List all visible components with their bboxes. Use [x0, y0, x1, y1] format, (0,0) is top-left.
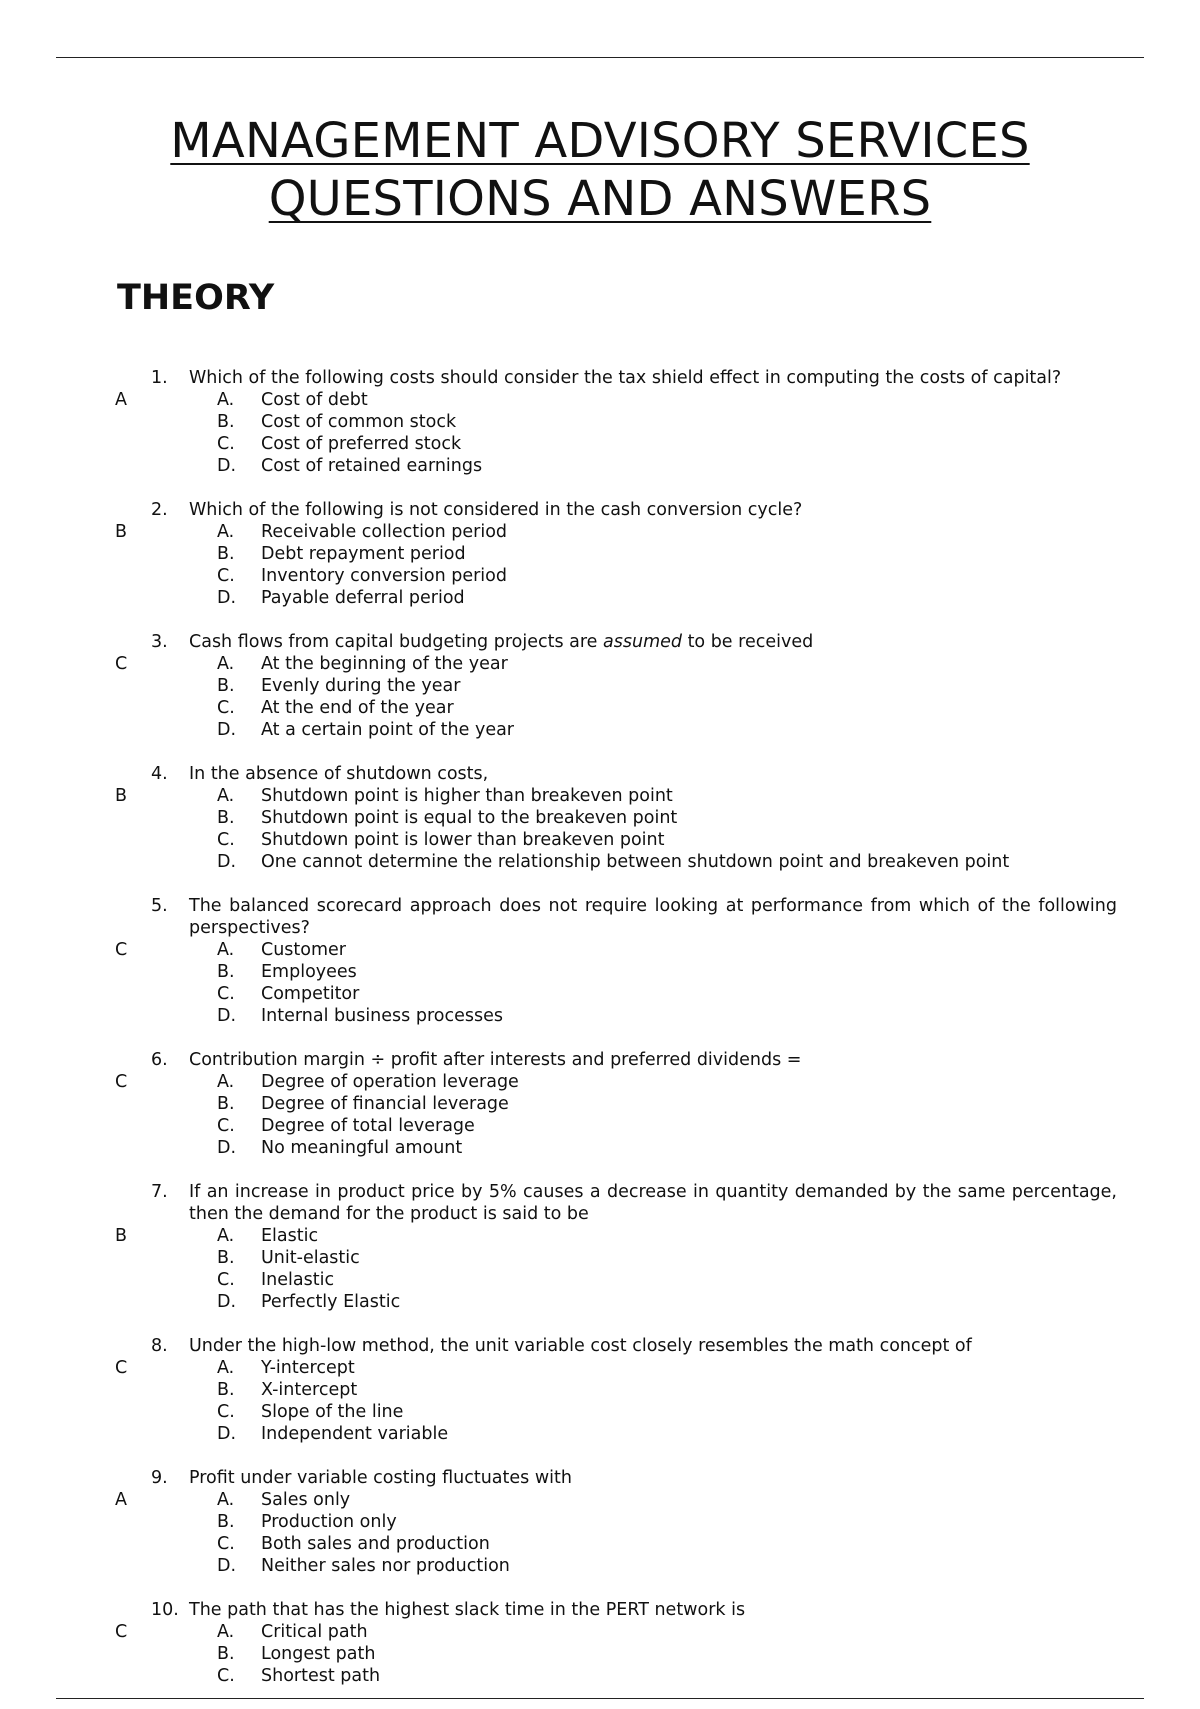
question-stem	[151, 1181, 1117, 1225]
option-text: Shutdown point is equal to the breakeven point	[261, 808, 678, 828]
option-text: Y-intercept	[261, 1358, 355, 1378]
option-b	[217, 961, 1200, 983]
option-list	[0, 521, 1200, 609]
question-stem	[151, 1049, 1117, 1071]
question-text: Contribution margin ÷ profit after interests and preferred dividends =	[189, 1050, 802, 1070]
question-6	[0, 1049, 1200, 1159]
option-text: Longest path	[261, 1644, 376, 1664]
question-text: Under the high-low method, the unit variable cost closely resembles the math concept of	[189, 1336, 972, 1356]
option-a	[217, 653, 1200, 675]
question-number: 1.	[151, 368, 168, 388]
option-letter: B.	[217, 1248, 235, 1268]
option-c	[217, 565, 1200, 587]
option-b	[217, 1511, 1200, 1533]
title-line-2: QUESTIONS AND ANSWERS	[268, 171, 932, 227]
option-b	[217, 411, 1200, 433]
option-letter: D.	[217, 588, 237, 608]
option-letter: B.	[217, 676, 235, 696]
option-letter: D.	[217, 1138, 237, 1158]
question-3	[0, 631, 1200, 741]
question-text: The path that has the highest slack time in the PERT network is	[189, 1600, 746, 1620]
question-text: Which of the following costs should consider the tax shield effect in computing the costs of capital?	[189, 368, 1062, 388]
option-text: Employees	[261, 962, 357, 982]
question-number: 4.	[151, 764, 168, 784]
option-c	[217, 1115, 1200, 1137]
option-a	[217, 939, 1200, 961]
question-7	[0, 1181, 1200, 1313]
answer-key: C	[115, 1358, 128, 1378]
option-letter: B.	[217, 544, 235, 564]
option-letter: D.	[217, 852, 237, 872]
option-c	[217, 829, 1200, 851]
question-number: 8.	[151, 1336, 168, 1356]
question-stem	[151, 1599, 1117, 1621]
answer-key: A	[115, 1490, 127, 1510]
option-letter: C.	[217, 1402, 235, 1422]
option-a	[217, 1357, 1200, 1379]
option-text: Shutdown point is higher than breakeven point	[261, 786, 673, 806]
option-d	[217, 1291, 1200, 1313]
option-list	[0, 389, 1200, 477]
answer-key: C	[115, 654, 128, 674]
option-text: Both sales and production	[261, 1534, 490, 1554]
option-c	[217, 1401, 1200, 1423]
option-letter: D.	[217, 1556, 237, 1576]
question-2	[0, 499, 1200, 609]
bottom-rule	[56, 1698, 1144, 1699]
option-a	[217, 785, 1200, 807]
option-text: Slope of the line	[261, 1402, 404, 1422]
question-text: Profit under variable costing fluctuates with	[189, 1468, 572, 1488]
option-a	[217, 1489, 1200, 1511]
question-list	[0, 367, 1200, 1709]
option-text: Inelastic	[261, 1270, 335, 1290]
option-text: Customer	[261, 940, 347, 960]
option-list	[0, 653, 1200, 741]
option-list	[0, 1071, 1200, 1159]
option-d	[217, 719, 1200, 741]
option-letter: B.	[217, 1094, 235, 1114]
question-stem	[151, 367, 1117, 389]
option-letter: D.	[217, 1292, 237, 1312]
option-b	[217, 1093, 1200, 1115]
question-number: 10.	[151, 1600, 179, 1620]
option-letter: C.	[217, 566, 235, 586]
option-text: Neither sales nor production	[261, 1556, 510, 1576]
option-letter: C.	[217, 1116, 235, 1136]
option-letter: A.	[217, 786, 235, 806]
option-letter: A.	[217, 1490, 235, 1510]
option-text: Independent variable	[261, 1424, 449, 1444]
option-text: Shutdown point is lower than breakeven point	[261, 830, 665, 850]
option-list	[0, 1225, 1200, 1313]
option-text: Production only	[261, 1512, 397, 1532]
option-text: Critical path	[261, 1622, 368, 1642]
option-letter: D.	[217, 1006, 237, 1026]
question-text-before: Cash flows from capital budgeting projects are	[189, 632, 604, 652]
question-stem	[151, 499, 1117, 521]
option-d	[217, 587, 1200, 609]
option-list	[0, 1621, 1200, 1687]
answer-key: B	[115, 1226, 128, 1246]
option-d	[217, 1555, 1200, 1577]
question-1	[0, 367, 1200, 477]
option-a	[217, 1071, 1200, 1093]
option-text: Degree of total leverage	[261, 1116, 475, 1136]
option-text: Sales only	[261, 1490, 351, 1510]
option-letter: B.	[217, 412, 235, 432]
option-letter: B.	[217, 962, 235, 982]
question-number: 5.	[151, 896, 168, 916]
option-b	[217, 1643, 1200, 1665]
option-text: At the end of the year	[261, 698, 454, 718]
question-text: The balanced scorecard approach does not require looking at performance from which of the following perspectives?	[189, 896, 1117, 938]
option-a	[217, 1621, 1200, 1643]
option-letter: C.	[217, 984, 235, 1004]
option-c	[217, 1533, 1200, 1555]
option-letter: A.	[217, 1226, 235, 1246]
question-10	[0, 1599, 1200, 1687]
option-text: Competitor	[261, 984, 360, 1004]
option-letter: A.	[217, 1358, 235, 1378]
question-number: 2.	[151, 500, 168, 520]
answer-key: C	[115, 1622, 128, 1642]
option-text: Degree of financial leverage	[261, 1094, 509, 1114]
question-number: 3.	[151, 632, 168, 652]
top-rule	[56, 57, 1144, 58]
answer-key: B	[115, 786, 128, 806]
option-d	[217, 1423, 1200, 1445]
option-text: Elastic	[261, 1226, 319, 1246]
option-letter: B.	[217, 808, 235, 828]
question-stem	[151, 895, 1117, 939]
option-b	[217, 675, 1200, 697]
option-text: X-intercept	[261, 1380, 358, 1400]
option-text: Inventory conversion period	[261, 566, 507, 586]
option-c	[217, 433, 1200, 455]
option-text: Perfectly Elastic	[261, 1292, 401, 1312]
option-b	[217, 1379, 1200, 1401]
option-letter: C.	[217, 1666, 235, 1686]
option-letter: D.	[217, 720, 237, 740]
option-text: Internal business processes	[261, 1006, 503, 1026]
option-text: Evenly during the year	[261, 676, 461, 696]
question-text: In the absence of shutdown costs,	[189, 764, 489, 784]
question-5	[0, 895, 1200, 1027]
option-a	[217, 521, 1200, 543]
answer-key: C	[115, 1072, 128, 1092]
title-line-1: MANAGEMENT ADVISORY SERVICES	[170, 113, 1030, 169]
option-letter: A.	[217, 1622, 235, 1642]
answer-key: C	[115, 940, 128, 960]
option-letter: D.	[217, 456, 237, 476]
question-text-emphasis: assumed	[603, 632, 682, 652]
question-9	[0, 1467, 1200, 1577]
option-letter: A.	[217, 390, 235, 410]
section-heading: THEORY	[117, 278, 275, 318]
option-letter: C.	[217, 434, 235, 454]
option-letter: B.	[217, 1380, 235, 1400]
option-letter: C.	[217, 1534, 235, 1554]
answer-key: B	[115, 522, 128, 542]
option-text: Degree of operation leverage	[261, 1072, 519, 1092]
option-c	[217, 1665, 1200, 1687]
option-text: Cost of debt	[261, 390, 368, 410]
option-a	[217, 1225, 1200, 1247]
option-text: No meaningful amount	[261, 1138, 463, 1158]
question-stem	[151, 1467, 1117, 1489]
option-b	[217, 543, 1200, 565]
option-letter: A.	[217, 1072, 235, 1092]
option-letter: C.	[217, 830, 235, 850]
question-stem	[151, 1335, 1117, 1357]
option-text: At the beginning of the year	[261, 654, 508, 674]
question-stem	[151, 631, 1117, 653]
option-letter: D.	[217, 1424, 237, 1444]
option-text: Payable deferral period	[261, 588, 465, 608]
option-list	[0, 1357, 1200, 1445]
option-d	[217, 851, 1200, 873]
page-title	[0, 112, 1200, 228]
question-number: 6.	[151, 1050, 168, 1070]
option-c	[217, 983, 1200, 1005]
option-text: Cost of common stock	[261, 412, 457, 432]
question-text: If an increase in product price by 5% causes a decrease in quantity demanded by the same percentage, then the demand for the product is said to be	[189, 1182, 1117, 1224]
option-text: Unit-elastic	[261, 1248, 360, 1268]
option-letter: A.	[217, 522, 235, 542]
question-number: 9.	[151, 1468, 168, 1488]
option-a	[217, 389, 1200, 411]
option-text: At a certain point of the year	[261, 720, 515, 740]
option-text: Shortest path	[261, 1666, 381, 1686]
option-list	[0, 939, 1200, 1027]
option-letter: A.	[217, 940, 235, 960]
option-text: Receivable collection period	[261, 522, 508, 542]
option-c	[217, 1269, 1200, 1291]
option-text: Cost of retained earnings	[261, 456, 483, 476]
option-list	[0, 1489, 1200, 1577]
option-letter: B.	[217, 1644, 235, 1664]
question-4	[0, 763, 1200, 873]
question-text-after: to be received	[682, 632, 814, 652]
option-text: Cost of preferred stock	[261, 434, 462, 454]
question-8	[0, 1335, 1200, 1445]
option-letter: A.	[217, 654, 235, 674]
option-b	[217, 1247, 1200, 1269]
question-text: Which of the following is not considered in the cash conversion cycle?	[189, 500, 803, 520]
option-letter: C.	[217, 1270, 235, 1290]
option-text: Debt repayment period	[261, 544, 466, 564]
option-text: One cannot determine the relationship between shutdown point and breakeven point	[261, 852, 1010, 872]
option-d	[217, 455, 1200, 477]
option-c	[217, 697, 1200, 719]
option-list	[0, 785, 1200, 873]
question-number: 7.	[151, 1182, 168, 1202]
option-d	[217, 1137, 1200, 1159]
option-letter: C.	[217, 698, 235, 718]
answer-key: A	[115, 390, 127, 410]
option-b	[217, 807, 1200, 829]
option-letter: B.	[217, 1512, 235, 1532]
option-d	[217, 1005, 1200, 1027]
question-stem	[151, 763, 1117, 785]
